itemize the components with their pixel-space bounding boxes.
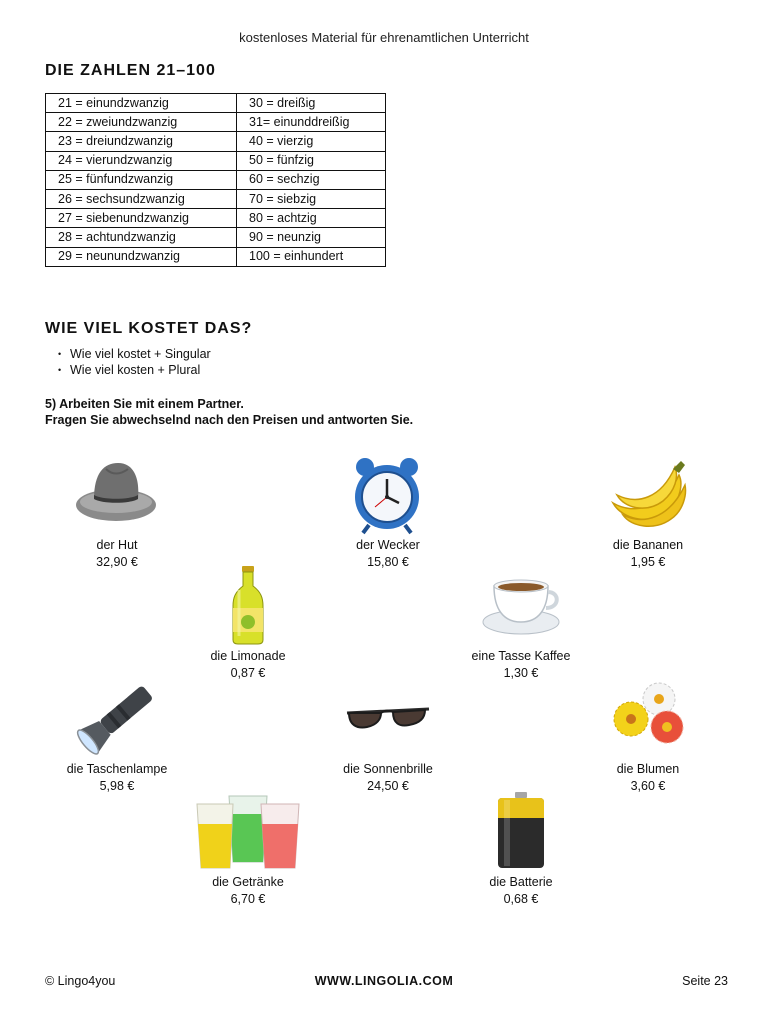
table-row [46, 228, 386, 247]
table-cell: 29 = neunundzwanzig [46, 247, 237, 266]
section-title-prices: WIE VIEL KOSTET DAS? [45, 320, 253, 337]
item-price: 0,68 € [503, 892, 539, 906]
list-item: • Wie viel kostet + Singular [58, 346, 211, 362]
table-cell: 40 = vierzig [237, 132, 386, 151]
table-cell: 24 = vierundzwanzig [46, 151, 237, 170]
bullet-list [58, 346, 211, 378]
item-blumen [548, 679, 748, 794]
item-getraenke [148, 792, 348, 907]
item-name: der Hut [96, 538, 138, 552]
item-wecker [288, 455, 488, 570]
item-hut [17, 455, 217, 570]
coffee-cup-icon [476, 566, 566, 646]
table-row [46, 209, 386, 228]
drinks-icon [193, 792, 303, 872]
item-price: 15,80 € [367, 555, 409, 569]
flowers-icon [603, 679, 693, 759]
table-row [46, 132, 386, 151]
sunglasses-icon [343, 679, 433, 759]
item-price: 6,70 € [230, 892, 266, 906]
table-row [46, 247, 386, 266]
lemonade-bottle-icon [203, 566, 293, 646]
item-price: 0,87 € [230, 666, 266, 680]
item-price: 3,60 € [630, 779, 666, 793]
task-instructions [45, 396, 413, 428]
table-row [46, 113, 386, 132]
item-price: 32,90 € [96, 555, 138, 569]
table-cell: 31= einunddreißig [237, 113, 386, 132]
table-row [46, 94, 386, 113]
item-name: die Getränke [212, 875, 284, 889]
item-price: 1,30 € [503, 666, 539, 680]
table-cell: 27 = siebenundzwanzig [46, 209, 237, 228]
item-name: die Batterie [489, 875, 553, 889]
item-name: eine Tasse Kaffee [471, 649, 571, 663]
list-item: • Wie viel kosten + Plural [58, 362, 211, 378]
item-name: die Bananen [612, 538, 684, 552]
table-cell: 26 = sechsundzwanzig [46, 189, 237, 208]
battery-icon [476, 792, 566, 872]
item-name: die Blumen [616, 762, 680, 776]
table-cell: 100 = einhundert [237, 247, 386, 266]
header-note: kostenloses Material für ehrenamtlichen Unterricht [239, 30, 529, 45]
task-line-2: Fragen Sie abwechselnd nach den Preisen und antworten Sie. [45, 413, 414, 427]
item-price: 24,50 € [367, 779, 409, 793]
task-line-1: 5) Arbeiten Sie mit einem Partner. [45, 397, 244, 411]
table-cell: 23 = dreiundzwanzig [46, 132, 237, 151]
flashlight-icon [72, 679, 162, 759]
table-cell: 25 = fünfundzwanzig [46, 170, 237, 189]
numbers-table [45, 93, 386, 267]
table-cell: 80 = achtzig [237, 209, 386, 228]
item-name: die Sonnenbrille [343, 762, 433, 776]
bananas-icon [603, 455, 693, 535]
item-batterie [421, 792, 621, 907]
table-row [46, 170, 386, 189]
table-cell: 50 = fünfzig [237, 151, 386, 170]
table-row [46, 189, 386, 208]
section-title-numbers: DIE ZAHLEN 21–100 [45, 62, 216, 79]
table-cell: 90 = neunzig [237, 228, 386, 247]
footer-copyright: © Lingo4you [45, 974, 116, 988]
alarm-clock-icon [343, 455, 433, 535]
item-kaffee [421, 566, 621, 681]
footer-page-number: Seite 23 [682, 974, 728, 988]
item-price: 5,98 € [99, 779, 135, 793]
footer-website[interactable]: WWW.LINGOLIA.COM [314, 974, 454, 988]
hat-icon [72, 455, 162, 535]
table-cell: 22 = zweiundzwanzig [46, 113, 237, 132]
table-cell: 21 = einundzwanzig [46, 94, 237, 113]
table-cell: 30 = dreißig [237, 94, 386, 113]
item-bananen [548, 455, 748, 570]
item-sonnenbrille [288, 679, 488, 794]
table-cell: 70 = siebzig [237, 189, 386, 208]
item-name: die Limonade [210, 649, 286, 663]
table-cell: 28 = achtundzwanzig [46, 228, 237, 247]
item-limonade [148, 566, 348, 681]
item-name: der Wecker [356, 538, 420, 552]
table-cell: 60 = sechzig [237, 170, 386, 189]
item-taschenlampe [17, 679, 217, 794]
table-row [46, 151, 386, 170]
item-name: die Taschenlampe [66, 762, 168, 776]
item-price: 1,95 € [630, 555, 666, 569]
